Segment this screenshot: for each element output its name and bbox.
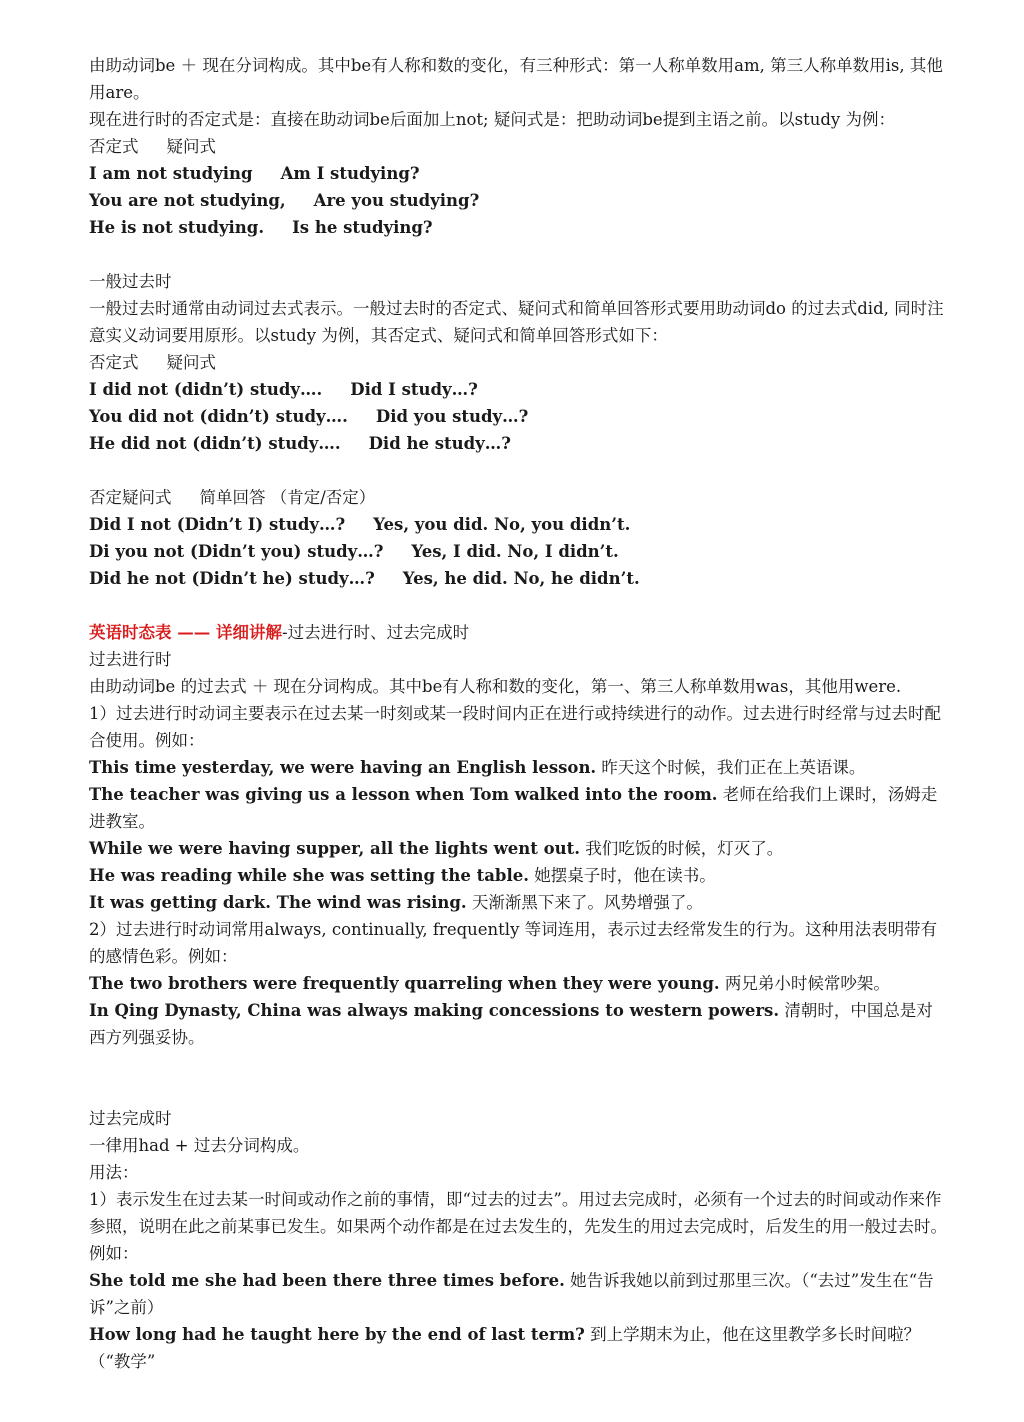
past-perf-form: 一律用had + 过去分词构成。 bbox=[89, 1136, 310, 1155]
example-en: In Qing Dynasty, China was always making concessions to western powers. bbox=[89, 1001, 780, 1020]
present-cont-neg-q-rule: 现在进行时的否定式是：直接在助动词be后面加上not; 疑问式是：把助动词be提到主语之前。以study 为例： bbox=[89, 110, 896, 129]
row-negative: He is not studying. bbox=[89, 218, 265, 237]
example-zh: 两兄弟小时候常吵架。 bbox=[719, 974, 890, 993]
header-question: 疑问式 bbox=[166, 137, 216, 156]
example-zh: 她告诉我她以前到过那里三次。（“去过”发生在“告诉”之前） bbox=[89, 1271, 934, 1317]
row-question: Did I study…? bbox=[350, 380, 478, 399]
past-perf-usage: 用法： bbox=[89, 1163, 139, 1182]
row-question: Did he study…? bbox=[368, 434, 511, 453]
example-zh: 老师在给我们上课时，汤姆走进教室。 bbox=[89, 785, 938, 831]
present-cont-row bbox=[89, 214, 949, 241]
simple-past-row-2 bbox=[89, 565, 949, 592]
header-question: 疑问式 bbox=[166, 353, 216, 372]
section-header-rest: -过去进行时、过去完成时 bbox=[282, 623, 470, 642]
row-question: Am I studying? bbox=[280, 164, 420, 183]
example-line bbox=[89, 1321, 949, 1375]
example-en: The teacher was giving us a lesson when Tom walked into the room. bbox=[89, 785, 718, 804]
row-short-answer: Yes, I did. No, I didn’t. bbox=[411, 542, 619, 561]
simple-past-row-2 bbox=[89, 511, 949, 538]
example-line bbox=[89, 970, 949, 997]
example-line bbox=[89, 835, 949, 862]
row-negative: I did not (didn’t) study…. bbox=[89, 380, 323, 399]
simple-past-row bbox=[89, 430, 949, 457]
row-question: Is he studying? bbox=[292, 218, 433, 237]
header-negative: 否定式 bbox=[89, 353, 139, 372]
simple-past-row bbox=[89, 403, 949, 430]
simple-past-row bbox=[89, 376, 949, 403]
row-negative: He did not (didn’t) study…. bbox=[89, 434, 341, 453]
present-cont-headers bbox=[89, 133, 949, 160]
header-short-answer: 简单回答 （肯定/否定） bbox=[199, 488, 376, 507]
present-cont-row bbox=[89, 187, 949, 214]
past-cont-rule1: 1）过去进行时动词主要表示在过去某一时刻或某一段时间内正在进行或持续进行的动作。过去进行时经常与过去时配合使用。例如： bbox=[89, 704, 941, 750]
example-en: How long had he taught here by the end of last term? bbox=[89, 1325, 585, 1344]
past-cont-desc: 由助动词be 的过去式 ＋ 现在分词构成。其中be有人称和数的变化，第一、第三人称单数用was，其他用were. bbox=[89, 677, 902, 696]
row-negative: You are not studying, bbox=[89, 191, 286, 210]
example-en: While we were having supper, all the lights went out. bbox=[89, 839, 581, 858]
past-perf-rule1: 1）表示发生在过去某一时间或动作之前的事情，即“过去的过去”。用过去完成时，必须有一个过去的时间或动作来作参照，说明在此之前某事已发生。如果两个动作都是在过去发生的，先发生的用过去完成时，后发生的用一般过去时。例如： bbox=[89, 1190, 947, 1263]
present-cont-row bbox=[89, 160, 949, 187]
section-header-red: 英语时态表 —— 详细讲解 bbox=[89, 623, 282, 642]
example-line bbox=[89, 754, 949, 781]
simple-past-headers-2 bbox=[89, 484, 949, 511]
example-line bbox=[89, 781, 949, 835]
example-line bbox=[89, 889, 949, 916]
example-zh: 她摆桌子时，他在读书。 bbox=[528, 866, 716, 885]
row-short-answer: Yes, he did. No, he didn’t. bbox=[402, 569, 640, 588]
row-negative: I am not studying bbox=[89, 164, 253, 183]
past-cont-rule2: 2）过去进行时动词常用always, continually, frequently 等词连用，表示过去经常发生的行为。这种用法表明带有的感情色彩。例如： bbox=[89, 920, 938, 966]
row-question: Are you studying? bbox=[313, 191, 480, 210]
header-negative: 否定式 bbox=[89, 137, 139, 156]
example-zh: 清朝时，中国总是对西方列强妥协。 bbox=[89, 1001, 933, 1047]
row-negative-question: Did I not (Didn’t I) study…? bbox=[89, 515, 346, 534]
past-perf-title: 过去完成时 bbox=[89, 1109, 172, 1128]
example-zh: 到上学期末为止，他在这里教学多长时间啦？ （“教学” bbox=[89, 1325, 921, 1371]
row-short-answer: Yes, you did. No, you didn’t. bbox=[373, 515, 631, 534]
past-cont-title: 过去进行时 bbox=[89, 650, 172, 669]
header-negative-question: 否定疑问式 bbox=[89, 488, 172, 507]
example-line bbox=[89, 1267, 949, 1321]
document-page bbox=[89, 52, 949, 1375]
example-en: She told me she had been there three times before. bbox=[89, 1271, 565, 1290]
simple-past-headers bbox=[89, 349, 949, 376]
row-negative: You did not (didn’t) study…. bbox=[89, 407, 348, 426]
row-question: Did you study…? bbox=[375, 407, 529, 426]
section-header bbox=[89, 619, 949, 646]
example-en: It was getting dark. The wind was rising. bbox=[89, 893, 467, 912]
example-en: He was reading while she was setting the table. bbox=[89, 866, 529, 885]
example-zh: 昨天这个时候，我们正在上英语课。 bbox=[596, 758, 866, 777]
row-negative-question: Did he not (Didn’t he) study…? bbox=[89, 569, 375, 588]
row-negative-question: Di you not (Didn’t you) study…? bbox=[89, 542, 384, 561]
example-line bbox=[89, 997, 949, 1051]
example-line bbox=[89, 862, 949, 889]
present-cont-form: 由助动词be ＋ 现在分词构成。其中be有人称和数的变化，有三种形式：第一人称单数用am, 第三人称单数用is, 其他用are。 bbox=[89, 56, 943, 102]
simple-past-row-2 bbox=[89, 538, 949, 565]
simple-past-title: 一般过去时 bbox=[89, 272, 172, 291]
example-en: The two brothers were frequently quarreling when they were young. bbox=[89, 974, 720, 993]
simple-past-desc: 一般过去时通常由动词过去式表示。一般过去时的否定式、疑问式和简单回答形式要用助动词do 的过去式did, 同时注意实义动词要用原形。以study 为例，其否定式、疑问式和简单回答形式如下： bbox=[89, 299, 944, 345]
example-en: This time yesterday, we were having an English lesson. bbox=[89, 758, 597, 777]
example-zh: 天渐渐黑下来了。风势增强了。 bbox=[466, 893, 703, 912]
example-zh: 我们吃饭的时候，灯灭了。 bbox=[580, 839, 784, 858]
